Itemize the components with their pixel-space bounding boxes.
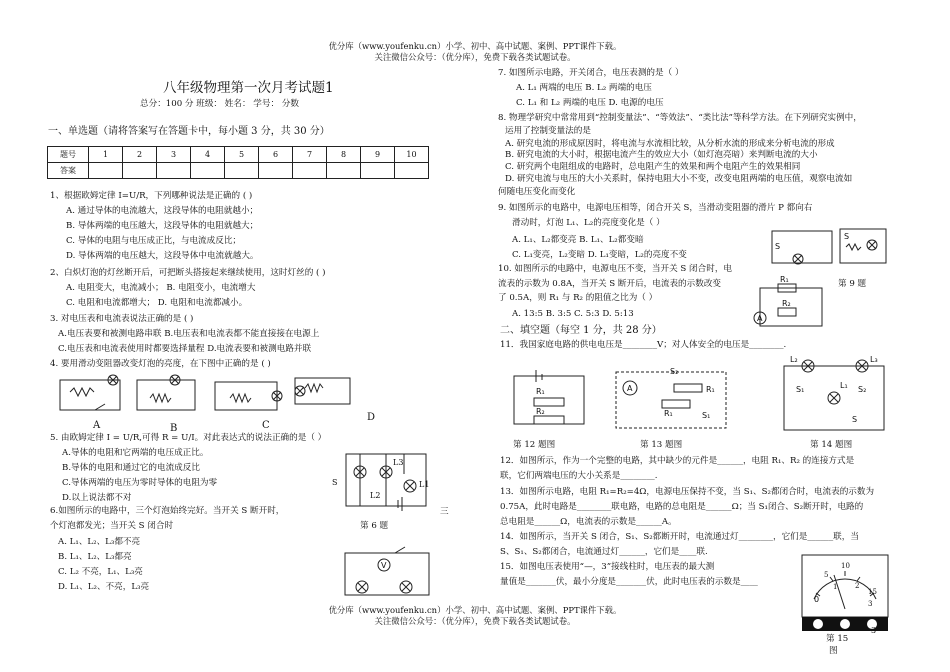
circuit-figure-d	[295, 378, 350, 404]
site-header-line1: 优分库（www.youfenku.cn）小学、初中、高中试题、案例、PPT课件下载。	[328, 41, 622, 51]
question-12-line: 12．如图所示，作为一个完整的电路，其中缺少的元件是______，电阻 R₁、R₂ 的连接方式是	[500, 456, 855, 466]
answer-cell[interactable]	[89, 163, 123, 179]
figure-label-a: A	[93, 420, 101, 431]
question-4-stem: 4. 要用滑动变阻器改变灯泡的亮度，在下图中正确的是 ( )	[50, 359, 271, 369]
question-option: D. 研究电流与电压的大小关系时，保持电阻大小不变，改变电阻两端的电压值，观察电流如	[505, 174, 853, 184]
lamp-label: L1	[419, 480, 430, 489]
question-8-line: 何随电压变化而变化	[498, 187, 576, 197]
question-option: D. 导体两端的电压越大，这段导体中电流就越大。	[66, 251, 259, 261]
figure-label-b: B	[170, 423, 178, 434]
question-12-line: 联，它们两端电压的大小关系是________.	[500, 471, 658, 481]
table-cell: 5	[225, 147, 259, 163]
question-10-figure	[752, 275, 827, 330]
question-15-line: 量值是_______伏，最小分度是_______伏，此时电压表的示数是____	[500, 577, 758, 587]
question-13-figure-label: 第 13 题图	[640, 440, 683, 450]
answer-cell[interactable]	[293, 163, 327, 179]
question-1-stem: 1、根据欧姆定律 I=U/R，下列哪种说法是正确的 ( )	[50, 191, 253, 201]
svg-text:S₁: S₁	[702, 411, 711, 420]
voltmeter-figure-label: 图	[829, 646, 838, 656]
exam-title: 八年级物理第一次月考试题1	[163, 80, 334, 96]
question-13-line: 13．如图所示电路，电阻 R₁=R₂=4Ω，电源电压保持不变，当 S₁、S₂都闭合时，电流表的示数为	[500, 487, 875, 497]
question-option: A. 电阻变大，电流减小； B. 电阻变小，电流增大	[66, 283, 256, 293]
answer-cell[interactable]	[395, 163, 429, 179]
answer-cell[interactable]	[259, 163, 293, 179]
section2-heading: 二、填空题（每空 1 分，共 28 分）	[500, 325, 662, 336]
question-7-stem: 7. 如图所示电路，开关闭合，电压表测的是（ ）	[498, 68, 684, 78]
question-10-line: 流表的示数为 0.8A，当开关 S 断开后，电流表的示数改变	[498, 279, 722, 289]
figure-label-c: C	[262, 420, 270, 431]
svg-text:R₁: R₁	[780, 275, 789, 284]
question-2-stem: 2、白炽灯泡的灯丝断开后，可把断头搭接起来继续使用，这时灯丝的 ( )	[50, 268, 326, 278]
question-option: B. L₁、L₂、L₃都亮	[58, 552, 132, 562]
question-14-figure	[780, 352, 890, 436]
site-footer-line2: 关注微信公众号：（优分库），免费下载各类试题试卷。	[374, 616, 576, 626]
svg-text:S: S	[844, 232, 850, 241]
question-option: B. 研究电流的大小时，根据电流产生的效应大小（如灯泡亮暗）来判断电流的大小	[505, 150, 818, 160]
question-11: 11．我国家庭电路的供电电压是________V；对人体安全的电压是________.	[500, 340, 787, 350]
question-8-line: 运用了控制变量法的是	[505, 126, 591, 136]
table-cell: 2	[123, 147, 157, 163]
svg-text:S: S	[852, 415, 858, 424]
figure-label-d: D	[367, 412, 376, 423]
answer-cell[interactable]	[191, 163, 225, 179]
svg-text:L₂: L₂	[790, 355, 798, 364]
table-cell: 6	[259, 147, 293, 163]
question-12-figure-label: 第 12 题图	[513, 440, 556, 450]
question-10-stem: 10. 如图所示的电路中，电源电压不变，当开关 S 闭合时，电	[498, 264, 733, 274]
switch-label: S	[332, 478, 338, 487]
question-option: A. 通过导体的电流越大，这段导体的电阻就越小；	[66, 206, 259, 216]
table-cell: 10	[395, 147, 429, 163]
table-cell: 1	[89, 147, 123, 163]
site-footer-line1: 优分库（www.youfenku.cn）小学、初中、高中试题、案例、PPT课件下载。	[328, 605, 622, 615]
svg-text:V: V	[381, 561, 387, 570]
circuit-figure-b	[137, 375, 195, 410]
question-4-figures	[55, 376, 355, 426]
question-option: C. 研究两个电阻组成的电路时，总电阻产生的效果和两个电阻产生的效果相同	[505, 162, 801, 172]
question-option: C.导体两端的电压为零时导体的电阻为零	[62, 478, 218, 488]
answer-table-row-answers	[48, 163, 429, 179]
question-option: A. L₁、L₂都变亮 B. L₁、L₂都变暗	[512, 235, 644, 245]
question-12-figure	[508, 360, 588, 430]
question-option: B.导体的电阻和通过它的电流成反比	[62, 463, 200, 473]
table-cell: 4	[191, 147, 225, 163]
svg-text:R₂: R₂	[536, 407, 545, 416]
question-option: A. L₁、L₂、L₃都不亮	[58, 537, 141, 547]
answer-cell[interactable]	[225, 163, 259, 179]
question-9-stem: 9. 如图所示的电路中，电源电压相等，闭合开关 S，当滑动变阻器的滑片 P 都向右	[498, 203, 813, 213]
question-option: A.电压表要和被测电路串联 B.电压表和电流表都不能直接接在电源上	[58, 329, 320, 339]
answer-cell[interactable]	[327, 163, 361, 179]
question-13-line: 总电阻是______Ω，电流表的示数是______A。	[500, 517, 677, 527]
question-6-stem: 6.如图所示的电路中，三个灯泡始终完好。当开关 S 断开时，	[50, 506, 285, 516]
question-option: A. L₁ 两端的电压 B. L₂ 两端的电压	[516, 83, 652, 93]
question-option: A.导体的电阻和它两端的电压成正比。	[62, 448, 209, 458]
svg-text:A: A	[757, 314, 763, 323]
question-option: A. 研究电流的形成原因时，将电流与水流相比较，从分析水流的形成来分析电流的形成	[505, 139, 835, 149]
question-14-figure-label: 第 14 题图	[810, 440, 853, 450]
table-cell: 9	[361, 147, 395, 163]
meter-tick: 1	[833, 583, 838, 591]
question-option: B. 导体两端的电压越大，这段导体的电阻就越大；	[66, 221, 259, 231]
svg-text:R₁: R₁	[536, 387, 545, 396]
question-9-figure	[762, 225, 892, 273]
question-option: C.电压表和电流表使用时都要选择量程 D.电流表要和被测电路并联	[58, 344, 312, 354]
question-3-stem: 3. 对电压表和电流表说法正确的是 ( )	[50, 314, 194, 324]
question-13-figure	[612, 366, 732, 432]
question-option: A. 13:5 B. 3:5 C. 5:3 D. 5:13	[512, 309, 634, 319]
circuit-figure-c	[215, 382, 282, 410]
question-13-line: 0.75A，此时电路是________联电路，电路的总电阻是______Ω；当 S₁闭合、S₂断开时，电路的	[500, 502, 864, 512]
table-cell: 3	[157, 147, 191, 163]
question-option: D.以上说法都不对	[62, 493, 132, 503]
question-15-line: 15．如图电压表使用“—，3”接线柱时，电压表的最大测	[500, 562, 715, 572]
svg-text:R₁: R₁	[664, 409, 673, 418]
question-7-figure	[340, 545, 435, 603]
question-option: D. L₁、L₂、不亮，L₃亮	[58, 582, 150, 592]
question-6-figure-label: 第 6 题	[360, 521, 389, 531]
table-label: 答案	[48, 163, 89, 179]
question-14-line: 14．如图所示，当开关 S 闭合，S₁、S₂都断开时，电流通过灯________，它们是______联，当	[500, 532, 859, 542]
table-label: 题号	[48, 147, 89, 163]
question-option: C. L₂ 不亮，L₁、L₃亮	[58, 567, 143, 577]
site-header-line2: 关注微信公众号：（优分库），免费下载各类试题试卷。	[374, 52, 576, 62]
question-14-line: S、S₁、S₂都闭合，电流通过灯______，它们是____联.	[500, 547, 708, 557]
meter-tick: 0	[814, 595, 820, 604]
question-9-line: 滑动时，灯泡 L₁、L₂的亮度变化是（ ）	[512, 218, 665, 228]
answer-cell[interactable]	[157, 163, 191, 179]
table-cell: 8	[327, 147, 361, 163]
meter-terminal-label: 3	[871, 626, 877, 635]
meter-tick: 5	[824, 571, 829, 579]
question-8-stem: 8. 物理学研究中常常用到“控制变量法”、“等效法”、“类比法”等科学方法。在下列研究实例中，	[498, 113, 862, 123]
question-option: C. 导体的电阻与电压成正比，与电流成反比；	[66, 236, 242, 246]
lamp-label: L2	[370, 491, 381, 500]
meter-tick: 15	[868, 588, 877, 596]
meter-tick: 2	[855, 582, 860, 590]
answer-table-row-numbers	[48, 147, 429, 163]
svg-text:S₂: S₂	[858, 385, 867, 394]
stray-character: 三	[440, 507, 449, 517]
svg-text:A: A	[627, 384, 633, 393]
answer-table	[47, 146, 429, 179]
meter-tick: 10	[841, 562, 850, 570]
meter-tick: 3	[868, 600, 873, 608]
circuit-figure-a	[60, 375, 120, 410]
table-cell: 7	[293, 147, 327, 163]
answer-cell[interactable]	[123, 163, 157, 179]
question-10-line: 了 0.5A，则 R₁ 与 R₂ 的阻值之比为（ ）	[498, 293, 658, 303]
question-option: 个灯泡都发光；当开关 S 闭合时	[50, 521, 174, 531]
answer-cell[interactable]	[361, 163, 395, 179]
question-option: C. L₁变亮，L₂变暗 D. L₁变暗，L₂的亮度不变	[512, 250, 687, 260]
section1-heading: 一、单选题（请将答案写在答题卡中，每小题 3 分，共 30 分）	[48, 126, 330, 137]
svg-text:S: S	[775, 242, 781, 251]
svg-text:L₃: L₃	[870, 355, 878, 364]
question-5-stem: 5. 由欧姆定律 I = U/R,可得 R = U/I。对此表达式的说法正确的是（ ）	[50, 433, 327, 443]
svg-text:R₂: R₂	[782, 299, 791, 308]
svg-text:L₁: L₁	[840, 381, 848, 390]
question-9-figure-label: 第 9 题	[838, 279, 867, 289]
svg-text:R₁: R₁	[706, 385, 715, 394]
lamp-label: L3	[393, 458, 404, 467]
svg-text:S₁: S₁	[796, 385, 805, 394]
voltmeter-figure-label: 第 15	[826, 634, 849, 644]
exam-info: 总分：100 分 班级： 姓名： 学号： 分数	[140, 99, 299, 109]
question-option: C. L₁ 和 L₂ 两端的电压 D. 电源的电压	[516, 98, 664, 108]
question-option: C. 电阻和电流都增大； D. 电阻和电流都减小。	[66, 298, 248, 308]
svg-text:S₂: S₂	[670, 367, 679, 376]
